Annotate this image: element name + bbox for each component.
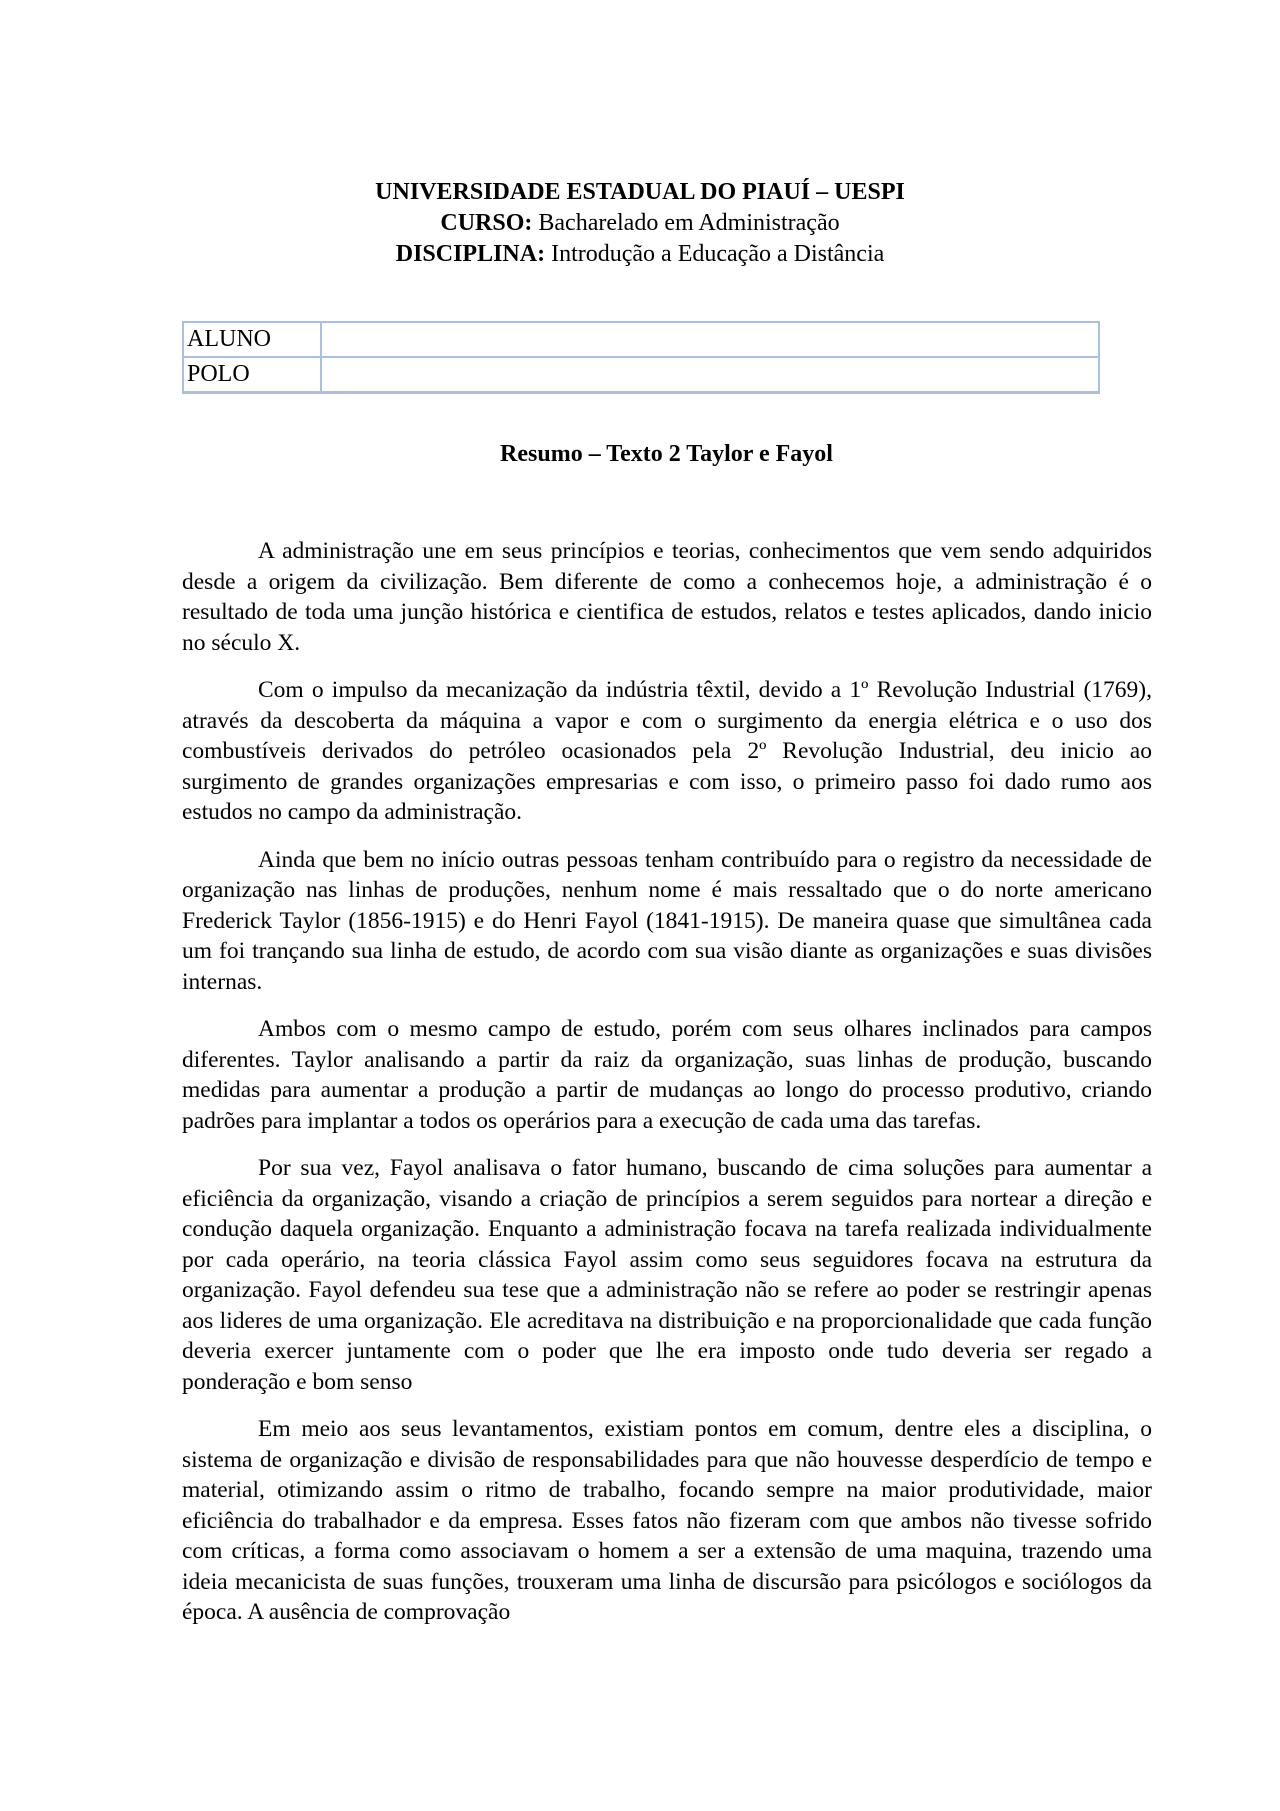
paragraph-3: Ainda que bem no início outras pessoas tenham contribuído para o registro da necessidade de organização nas linhas de produções, nenhum nome é mais ressaltado que o do norte americano Frederick Taylor (1856-1915) e do Henri Fayol (1841-1915). De maneira quase que simultânea cada um foi trançando sua linha de estudo, de acordo com sua visão diante as organizações e suas divisões internas. xyxy=(182,846,1152,995)
document-header xyxy=(0,177,1280,270)
paragraph-4: Ambos com o mesmo campo de estudo, porém com seus olhares inclinados para campos diferentes. Taylor analisando a partir da raiz da organização, suas linhas de produção, buscando medidas para aumentar a produção a partir de mudanças ao longo do processo produtivo, criando padrões para implantar a todos os operários para a execução de cada uma das tarefas. xyxy=(182,1016,1152,1134)
course-value: Bacharelado em Administração xyxy=(538,210,840,236)
university-title: UNIVERSIDADE ESTADUAL DO PIAUÍ – UESPI xyxy=(375,179,905,205)
paragraph-1: A administração une em seus princípios e teorias, conhecimentos que vem sendo adquiridos desde a origem da civilização. Bem diferente de como a conhecemos hoje, a administração é o resultado de toda uma junção histórica e cientifica de estudos, relatos e testes aplicados, dando inicio no século X. xyxy=(182,538,1152,656)
discipline-label: DISCIPLINA: xyxy=(395,241,546,267)
course-label: CURSO: xyxy=(440,210,533,236)
aluno-field[interactable] xyxy=(321,322,1099,357)
document-title: Resumo – Texto 2 Taylor e Fayol xyxy=(500,441,833,467)
polo-field[interactable] xyxy=(321,357,1099,393)
table-row-aluno xyxy=(183,322,1099,357)
aluno-label: ALUNO xyxy=(183,322,321,357)
table-row-polo xyxy=(183,357,1099,393)
discipline-line xyxy=(0,239,1280,270)
course-line xyxy=(0,208,1280,239)
paragraph-2: Com o impulso da mecanização da indústria têxtil, devido a 1º Revolução Industrial (1769), através da descoberta da máquina a vapor e com o surgimento da energia elétrica e o uso dos combustíveis derivados do petróleo ocasionados pela 2º Revolução Industrial, deu inicio ao surgimento de grandes organizações empresarias e com isso, o primeiro passo foi dado rumo aos estudos no campo da administração. xyxy=(182,677,1152,825)
document-body xyxy=(182,536,1152,1645)
paragraph-6: Em meio aos seus levantamentos, existiam pontos em comum, dentre eles a disciplina, o sistema de organização e divisão de responsabilidades para que não houvesse desperdício de tempo e material, otimizando assim o ritmo de trabalho, focando sempre na maior produtividade, maior eficiência do trabalhador e da empresa. Esses fatos não fizeram com que ambos não tivesse sofrido com críticas, a forma como associavam o homem a ser a extensão de uma maquina, trazendo uma ideia mecanicista de suas funções, trouxeram uma linha de discursão para psicólogos e sociólogos da época. A ausência de comprovação xyxy=(182,1416,1152,1625)
paragraph-5: Por sua vez, Fayol analisava o fator humano, buscando de cima soluções para aumentar a eficiência da organização, visando a criação de princípios a serem seguidos para nortear a direção e condução daquela organização. Enquanto a administração focava na tarefa realizada individualmente por cada operário, na teoria clássica Fayol assim como seus seguidores focava na estrutura da organização. Fayol defendeu sua tese que a administração não se refere ao poder se restringir apenas aos lideres de uma organização. Ele acreditava na distribuição e na proporcionalidade que cada função deveria exercer juntamente com o poder que lhe era imposto onde tudo deveria ser regado a ponderação e bom senso xyxy=(182,1155,1152,1395)
student-info-table xyxy=(182,321,1100,394)
polo-label: POLO xyxy=(183,357,321,393)
discipline-value: Introdução a Educação a Distância xyxy=(551,241,885,267)
